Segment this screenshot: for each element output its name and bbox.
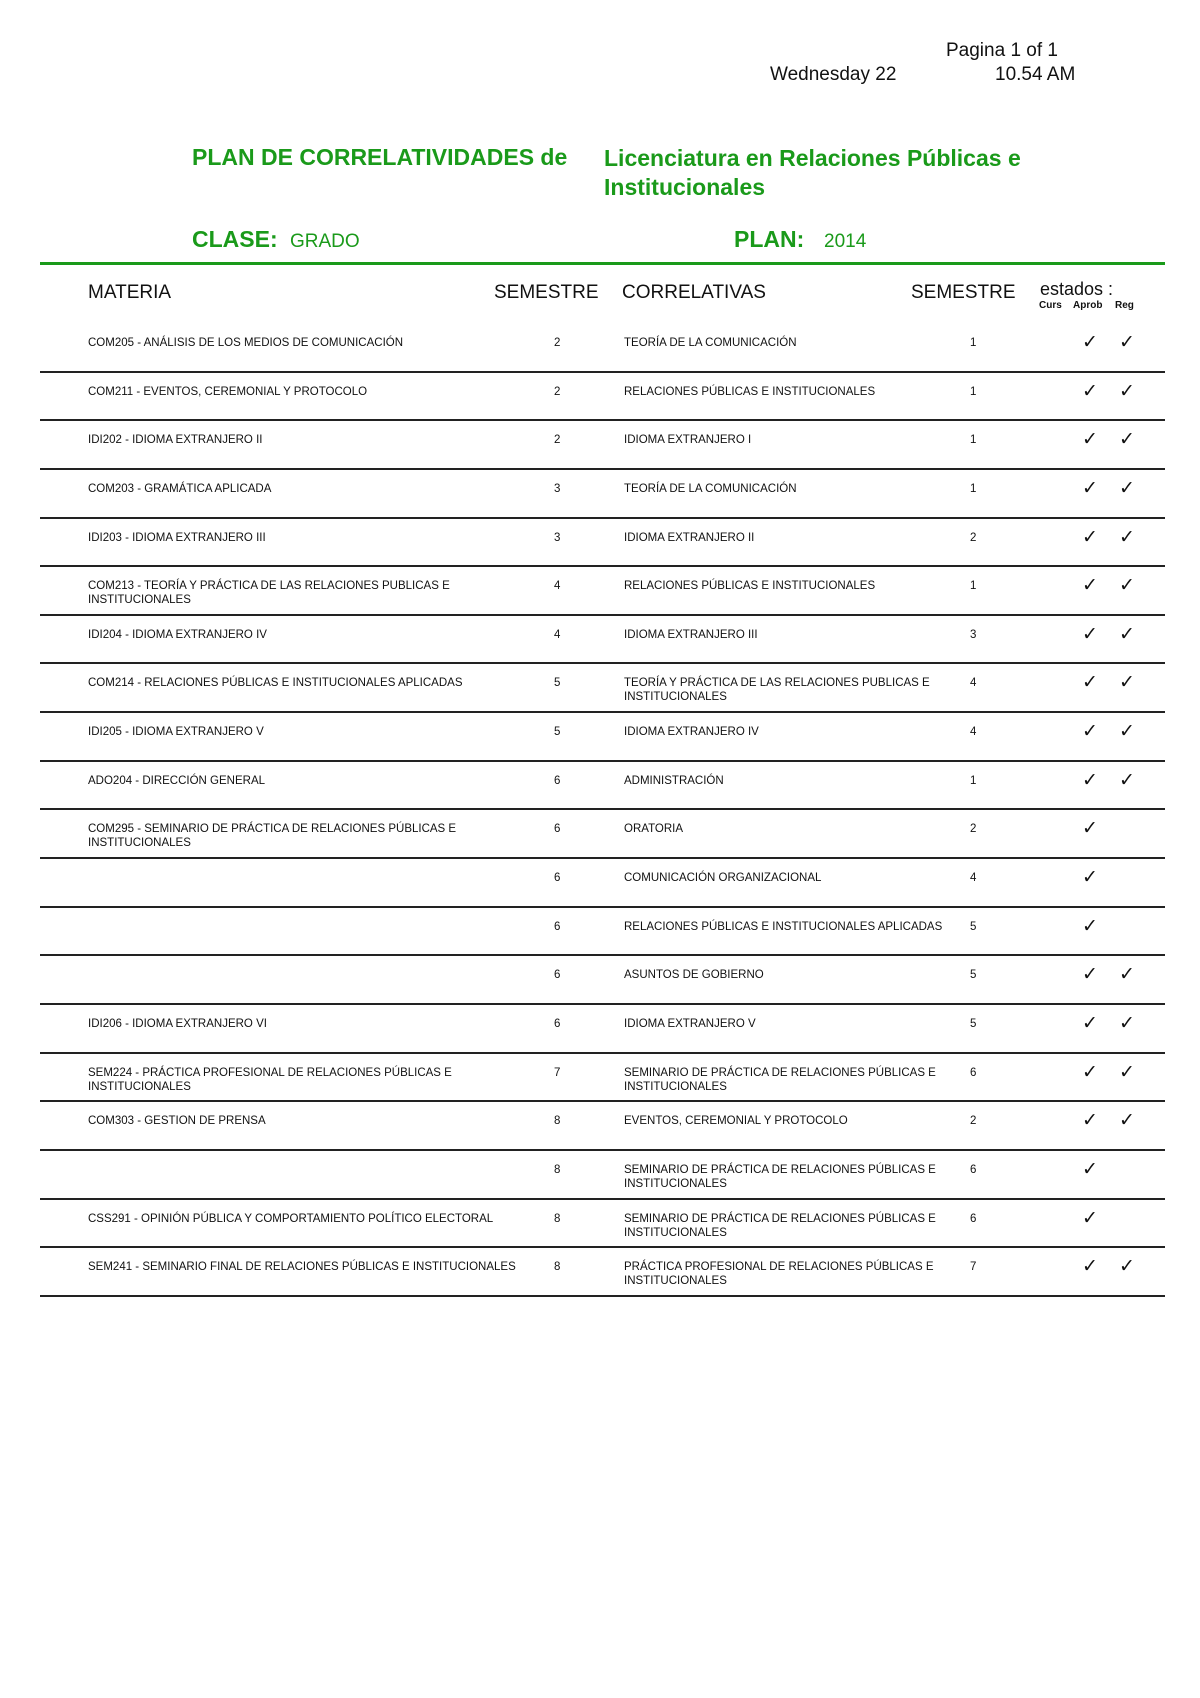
table-row [40, 908, 1165, 957]
column-header-materia: MATERIA [88, 282, 172, 303]
semestre-corr-cell: 3 [970, 628, 977, 641]
table-row [40, 810, 1165, 859]
table-row [40, 373, 1165, 422]
semestre-corr-cell: 1 [970, 337, 977, 349]
aprob-check-icon: ✓ [1119, 769, 1135, 791]
column-header-curs: Curs [1039, 300, 1062, 311]
materia-cell: SEM241 - SEMINARIO FINAL DE RELACIONES PÚBLICAS E INSTITUCIONALES [88, 1261, 516, 1274]
correlativa-cell: SEMINARIO DE PRÁCTICA DE RELACIONES PÚBLICAS E INSTITUCIONALES [624, 1066, 936, 1093]
correlativa-cell: SEMINARIO DE PRÁCTICA DE RELACIONES PÚBLICAS E INSTITUCIONALES [624, 1163, 936, 1190]
correlativa-cell: PRÁCTICA PROFESIONAL DE RELACIONES PÚBLICAS E INSTITUCIONALES [624, 1261, 934, 1288]
table-row [40, 1054, 1165, 1103]
curs-check-icon: ✓ [1082, 1207, 1098, 1229]
materia-cell: COM211 - EVENTOS, CEREMONIAL Y PROTOCOLO [88, 385, 368, 398]
correlativa-cell: TEORÍA DE LA COMUNICACIÓN [624, 337, 797, 349]
correlativity-table [40, 324, 1165, 1297]
aprob-check-icon: ✓ [1119, 721, 1135, 743]
semestre-cell: 3 [554, 531, 561, 544]
aprob-check-icon: ✓ [1119, 526, 1135, 548]
aprob-check-icon: ✓ [1119, 380, 1135, 402]
aprob-check-icon: ✓ [1119, 964, 1135, 986]
curs-check-icon: ✓ [1082, 380, 1098, 402]
correlativa-cell: TEORÍA DE LA COMUNICACIÓN [624, 482, 797, 495]
materia-cell: IDI202 - IDIOMA EXTRANJERO II [88, 434, 263, 447]
materia-cell: IDI206 - IDIOMA EXTRANJERO VI [88, 1017, 267, 1030]
semestre-cell: 6 [554, 823, 561, 836]
correlativa-cell: IDIOMA EXTRANJERO IV [624, 726, 759, 739]
header-divider [40, 262, 1165, 265]
semestre-cell: 8 [554, 1115, 561, 1128]
semestre-corr-cell: 1 [970, 434, 977, 447]
semestre-cell: 4 [554, 580, 561, 593]
semestre-cell: 2 [554, 434, 561, 447]
semestre-corr-cell: 2 [970, 1115, 977, 1128]
semestre-cell: 8 [554, 1212, 561, 1225]
curs-check-icon: ✓ [1082, 1158, 1098, 1180]
title-lead: PLAN DE CORRELATIVIDADES de [192, 144, 568, 170]
table-row [40, 1248, 1165, 1297]
semestre-corr-cell: 2 [970, 531, 977, 544]
correlativa-cell: ASUNTOS DE GOBIERNO [624, 969, 764, 982]
semestre-corr-cell: 5 [970, 1017, 977, 1030]
column-header-aprob: Aprob [1073, 300, 1103, 311]
materia-cell: IDI203 - IDIOMA EXTRANJERO III [88, 531, 266, 544]
materia-cell: COM303 - GESTION DE PRENSA [88, 1115, 266, 1128]
semestre-cell: 8 [554, 1261, 561, 1274]
table-row [40, 421, 1165, 470]
aprob-check-icon: ✓ [1119, 623, 1135, 645]
semestre-corr-cell: 7 [970, 1261, 977, 1274]
semestre-cell: 5 [554, 677, 561, 690]
curs-check-icon: ✓ [1082, 721, 1098, 743]
correlativa-cell: ADMINISTRACIÓN [624, 774, 724, 787]
curs-check-icon: ✓ [1082, 672, 1098, 694]
table-row [40, 713, 1165, 762]
semestre-corr-cell: 6 [970, 1212, 977, 1225]
table-row [40, 1151, 1165, 1200]
materia-cell: COM214 - RELACIONES PÚBLICAS E INSTITUCIONALES APLICADAS [88, 677, 463, 690]
column-header-reg: Reg [1115, 300, 1134, 311]
table-row [40, 519, 1165, 568]
curs-check-icon: ✓ [1082, 1256, 1098, 1278]
semestre-cell: 6 [554, 920, 561, 933]
semestre-cell: 4 [554, 628, 561, 641]
curs-check-icon: ✓ [1082, 867, 1098, 889]
aprob-check-icon: ✓ [1119, 429, 1135, 451]
materia-cell: COM213 - TEORÍA Y PRÁCTICA DE LAS RELACIONES PUBLICAS E INSTITUCIONALES [88, 580, 450, 607]
table-row [40, 1102, 1165, 1151]
semestre-cell: 6 [554, 872, 561, 885]
semestre-corr-cell: 4 [970, 872, 977, 885]
curs-check-icon: ✓ [1082, 623, 1098, 645]
correlativa-cell: IDIOMA EXTRANJERO I [624, 434, 752, 447]
table-row [40, 1200, 1165, 1249]
table-row [40, 324, 1165, 373]
table-row [40, 567, 1165, 616]
column-header-semestre: SEMESTRE [494, 282, 599, 303]
aprob-check-icon: ✓ [1119, 332, 1135, 353]
aprob-check-icon: ✓ [1119, 1110, 1135, 1132]
clase-value: GRADO [290, 231, 360, 252]
curs-check-icon: ✓ [1082, 575, 1098, 597]
semestre-corr-cell: 1 [970, 482, 977, 495]
clase-label: CLASE: [192, 226, 278, 252]
semestre-cell: 8 [554, 1163, 561, 1176]
materia-cell: IDI204 - IDIOMA EXTRANJERO IV [88, 628, 267, 641]
correlativa-cell: RELACIONES PÚBLICAS E INSTITUCIONALES APLICADAS [624, 920, 943, 933]
semestre-corr-cell: 5 [970, 920, 977, 933]
semestre-cell: 2 [554, 385, 561, 398]
curs-check-icon: ✓ [1082, 769, 1098, 791]
correlativa-cell: ORATORIA [624, 823, 683, 836]
column-header-estados: estados : [1040, 279, 1114, 299]
correlativa-cell: IDIOMA EXTRANJERO II [624, 531, 755, 544]
table-row [40, 762, 1165, 811]
plan-label: PLAN: [734, 226, 805, 252]
semestre-corr-cell: 6 [970, 1066, 977, 1079]
aprob-check-icon: ✓ [1119, 575, 1135, 597]
semestre-cell: 5 [554, 726, 561, 739]
correlativa-cell: EVENTOS, CEREMONIAL Y PROTOCOLO [624, 1115, 848, 1128]
correlativa-cell: COMUNICACIÓN ORGANIZACIONAL [624, 872, 822, 885]
curs-check-icon: ✓ [1082, 526, 1098, 548]
materia-cell: SEM224 - PRÁCTICA PROFESIONAL DE RELACIONES PÚBLICAS E INSTITUCIONALES [88, 1066, 452, 1093]
title-degree: Licenciatura en Relaciones Públicas e Institucionales [604, 145, 1021, 200]
curs-check-icon: ✓ [1082, 1110, 1098, 1132]
aprob-check-icon: ✓ [1119, 1256, 1135, 1278]
materia-cell: ADO204 - DIRECCIÓN GENERAL [88, 774, 266, 787]
correlativa-cell: RELACIONES PÚBLICAS E INSTITUCIONALES [624, 385, 876, 398]
curs-check-icon: ✓ [1082, 915, 1098, 937]
report-date: Wednesday 22 [770, 64, 897, 85]
semestre-cell: 6 [554, 969, 561, 982]
curs-check-icon: ✓ [1082, 429, 1098, 451]
correlativa-cell: SEMINARIO DE PRÁCTICA DE RELACIONES PÚBLICAS E INSTITUCIONALES [624, 1212, 936, 1239]
semestre-corr-cell: 4 [970, 726, 977, 739]
table-row [40, 470, 1165, 519]
materia-cell: IDI205 - IDIOMA EXTRANJERO V [88, 726, 264, 739]
semestre-corr-cell: 4 [970, 677, 977, 690]
semestre-cell: 2 [554, 337, 561, 349]
row-divider [40, 1295, 1165, 1297]
page-number: Pagina 1 of 1 [946, 40, 1058, 61]
curs-check-icon: ✓ [1082, 818, 1098, 840]
materia-cell: COM295 - SEMINARIO DE PRÁCTICA DE RELACIONES PÚBLICAS E INSTITUCIONALES [88, 823, 457, 850]
semestre-corr-cell: 2 [970, 823, 977, 836]
plan-value: 2014 [824, 231, 867, 252]
column-header-correlativas: CORRELATIVAS [622, 282, 766, 303]
correlativa-cell: RELACIONES PÚBLICAS E INSTITUCIONALES [624, 580, 876, 593]
semestre-corr-cell: 6 [970, 1163, 977, 1176]
aprob-check-icon: ✓ [1119, 1012, 1135, 1034]
report-time: 10.54 AM [995, 64, 1076, 85]
curs-check-icon: ✓ [1082, 1012, 1098, 1034]
curs-check-icon: ✓ [1082, 332, 1098, 353]
curs-check-icon: ✓ [1082, 477, 1098, 499]
correlativa-cell: TEORÍA Y PRÁCTICA DE LAS RELACIONES PUBLICAS E INSTITUCIONALES [624, 677, 930, 704]
table-row [40, 859, 1165, 908]
semestre-corr-cell: 5 [970, 969, 977, 982]
materia-cell: COM205 - ANÁLISIS DE LOS MEDIOS DE COMUNICACIÓN [88, 337, 404, 349]
aprob-check-icon: ✓ [1119, 1061, 1135, 1083]
materia-cell: CSS291 - OPINIÓN PÚBLICA Y COMPORTAMIENTO POLÍTICO ELECTORAL [88, 1212, 494, 1225]
correlativa-cell: IDIOMA EXTRANJERO V [624, 1017, 756, 1030]
aprob-check-icon: ✓ [1119, 672, 1135, 694]
curs-check-icon: ✓ [1082, 1061, 1098, 1083]
materia-cell: COM203 - GRAMÁTICA APLICADA [88, 482, 272, 495]
curs-check-icon: ✓ [1082, 964, 1098, 986]
semestre-cell: 3 [554, 482, 561, 495]
table-row [40, 956, 1165, 1005]
aprob-check-icon: ✓ [1119, 477, 1135, 499]
table-row [40, 664, 1165, 713]
semestre-cell: 6 [554, 774, 561, 787]
correlativa-cell: IDIOMA EXTRANJERO III [624, 628, 758, 641]
column-header-semestre-corr: SEMESTRE [911, 282, 1016, 303]
semestre-corr-cell: 1 [970, 385, 977, 398]
semestre-cell: 7 [554, 1066, 561, 1079]
table-row [40, 1005, 1165, 1054]
table-row [40, 616, 1165, 665]
semestre-corr-cell: 1 [970, 580, 977, 593]
semestre-corr-cell: 1 [970, 774, 977, 787]
semestre-cell: 6 [554, 1017, 561, 1030]
